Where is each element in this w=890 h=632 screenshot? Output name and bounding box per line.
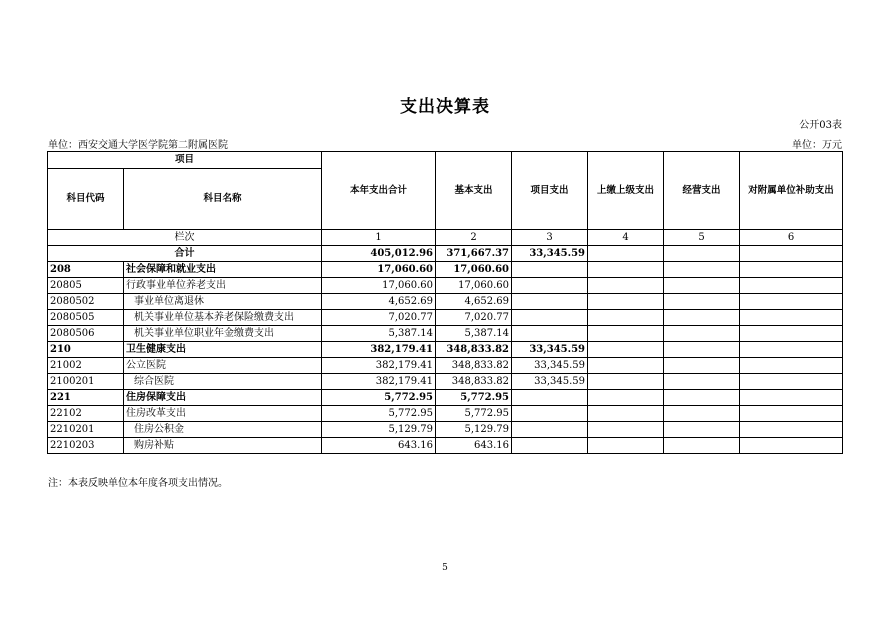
row-upper <box>588 374 664 390</box>
row-name: 卫生健康支出 <box>124 342 322 358</box>
header-code: 科目代码 <box>48 169 124 230</box>
row-subsidy <box>740 374 843 390</box>
row-upper <box>588 342 664 358</box>
table-row <box>48 358 843 374</box>
col-index-3: 3 <box>512 230 588 246</box>
page-number: 5 <box>442 563 448 573</box>
row-business <box>664 390 740 406</box>
row-subsidy <box>740 262 843 278</box>
row-project: 33,345.59 <box>512 342 588 358</box>
row-basic: 5,387.14 <box>436 326 512 342</box>
row-name: 综合医院 <box>124 374 322 390</box>
expenditure-table <box>47 151 843 454</box>
row-name: 公立医院 <box>124 358 322 374</box>
row-code: 2080502 <box>48 294 124 310</box>
row-total: 5,129.79 <box>322 422 436 438</box>
row-basic: 348,833.82 <box>436 374 512 390</box>
page-title: 支出决算表 <box>400 97 490 117</box>
row-project <box>512 310 588 326</box>
row-name: 机关事业单位基本养老保险缴费支出 <box>124 310 322 326</box>
row-code: 210 <box>48 342 124 358</box>
row-subsidy <box>740 310 843 326</box>
table-row <box>48 390 843 406</box>
row-basic: 17,060.60 <box>436 278 512 294</box>
col-index-5: 5 <box>664 230 740 246</box>
row-code: 20805 <box>48 278 124 294</box>
row-project <box>512 390 588 406</box>
table-row <box>48 294 843 310</box>
col-index-row <box>48 230 843 246</box>
row-business <box>664 374 740 390</box>
row-total: 5,387.14 <box>322 326 436 342</box>
row-basic: 348,833.82 <box>436 358 512 374</box>
row-name: 住房改革支出 <box>124 406 322 422</box>
total-label: 合计 <box>48 246 322 262</box>
row-project <box>512 326 588 342</box>
row-name: 社会保障和就业支出 <box>124 262 322 278</box>
row-basic: 643.16 <box>436 438 512 454</box>
row-subsidy <box>740 278 843 294</box>
row-name: 住房保障支出 <box>124 390 322 406</box>
header-project: 项目支出 <box>512 152 588 230</box>
row-upper <box>588 294 664 310</box>
col-index-4: 4 <box>588 230 664 246</box>
col-index-2: 2 <box>436 230 512 246</box>
row-name: 事业单位离退休 <box>124 294 322 310</box>
row-basic: 5,772.95 <box>436 390 512 406</box>
total-basic: 371,667.37 <box>436 246 512 262</box>
table-row <box>48 326 843 342</box>
row-total: 382,179.41 <box>322 374 436 390</box>
header-total: 本年支出合计 <box>322 152 436 230</box>
row-code: 2080505 <box>48 310 124 326</box>
row-code: 208 <box>48 262 124 278</box>
row-basic: 348,833.82 <box>436 342 512 358</box>
row-total: 643.16 <box>322 438 436 454</box>
row-business <box>664 262 740 278</box>
row-business <box>664 342 740 358</box>
row-basic: 7,020.77 <box>436 310 512 326</box>
table-row <box>48 278 843 294</box>
header-row-item <box>48 152 843 169</box>
row-business <box>664 294 740 310</box>
row-business <box>664 422 740 438</box>
row-subsidy <box>740 358 843 374</box>
header-upper: 上缴上级支出 <box>588 152 664 230</box>
row-subsidy <box>740 438 843 454</box>
row-upper <box>588 278 664 294</box>
row-name: 住房公积金 <box>124 422 322 438</box>
table-row <box>48 262 843 278</box>
row-total: 382,179.41 <box>322 358 436 374</box>
row-subsidy <box>740 406 843 422</box>
col-index-6: 6 <box>740 230 843 246</box>
row-total: 17,060.60 <box>322 262 436 278</box>
row-code: 21002 <box>48 358 124 374</box>
header-name: 科目名称 <box>124 169 322 230</box>
total-total: 405,012.96 <box>322 246 436 262</box>
row-project <box>512 438 588 454</box>
row-subsidy <box>740 326 843 342</box>
row-code: 2210201 <box>48 422 124 438</box>
row-upper <box>588 326 664 342</box>
row-code: 2210203 <box>48 438 124 454</box>
row-upper <box>588 262 664 278</box>
row-total: 5,772.95 <box>322 390 436 406</box>
header-item: 项目 <box>48 152 322 169</box>
row-upper <box>588 390 664 406</box>
table-row <box>48 342 843 358</box>
row-subsidy <box>740 422 843 438</box>
row-total: 17,060.60 <box>322 278 436 294</box>
row-project: 33,345.59 <box>512 374 588 390</box>
row-project <box>512 294 588 310</box>
row-project <box>512 406 588 422</box>
row-name: 机关事业单位职业年金缴费支出 <box>124 326 322 342</box>
table-row <box>48 438 843 454</box>
row-code: 221 <box>48 390 124 406</box>
total-project: 33,345.59 <box>512 246 588 262</box>
row-business <box>664 358 740 374</box>
row-project <box>512 262 588 278</box>
row-basic: 4,652.69 <box>436 294 512 310</box>
row-upper <box>588 406 664 422</box>
row-subsidy <box>740 342 843 358</box>
row-total: 4,652.69 <box>322 294 436 310</box>
header-business: 经营支出 <box>664 152 740 230</box>
row-business <box>664 326 740 342</box>
header-basic: 基本支出 <box>436 152 512 230</box>
row-project: 33,345.59 <box>512 358 588 374</box>
form-number: 公开03表 <box>799 120 842 131</box>
table-row <box>48 310 843 326</box>
row-code: 2080506 <box>48 326 124 342</box>
unit-name: 单位：西安交通大学医学院第二附属医院 <box>48 140 228 151</box>
row-basic: 5,772.95 <box>436 406 512 422</box>
row-total: 382,179.41 <box>322 342 436 358</box>
total-upper <box>588 246 664 262</box>
row-business <box>664 278 740 294</box>
unit-measure: 单位：万元 <box>792 140 842 151</box>
row-upper <box>588 358 664 374</box>
row-business <box>664 438 740 454</box>
row-code: 22102 <box>48 406 124 422</box>
row-total: 5,772.95 <box>322 406 436 422</box>
row-basic: 17,060.60 <box>436 262 512 278</box>
row-project <box>512 422 588 438</box>
row-code: 2100201 <box>48 374 124 390</box>
total-business <box>664 246 740 262</box>
total-subsidy <box>740 246 843 262</box>
row-total: 7,020.77 <box>322 310 436 326</box>
row-business <box>664 406 740 422</box>
table-row <box>48 406 843 422</box>
footnote: 注：本表反映单位本年度各项支出情况。 <box>48 478 228 489</box>
col-index-label: 栏次 <box>48 230 322 246</box>
row-name: 行政事业单位养老支出 <box>124 278 322 294</box>
header-subsidy: 对附属单位补助支出 <box>740 152 843 230</box>
table-row <box>48 374 843 390</box>
total-row <box>48 246 843 262</box>
row-basic: 5,129.79 <box>436 422 512 438</box>
col-index-1: 1 <box>322 230 436 246</box>
row-name: 购房补贴 <box>124 438 322 454</box>
row-subsidy <box>740 294 843 310</box>
row-project <box>512 278 588 294</box>
row-upper <box>588 310 664 326</box>
row-subsidy <box>740 390 843 406</box>
table-row <box>48 422 843 438</box>
row-upper <box>588 438 664 454</box>
row-business <box>664 310 740 326</box>
row-upper <box>588 422 664 438</box>
